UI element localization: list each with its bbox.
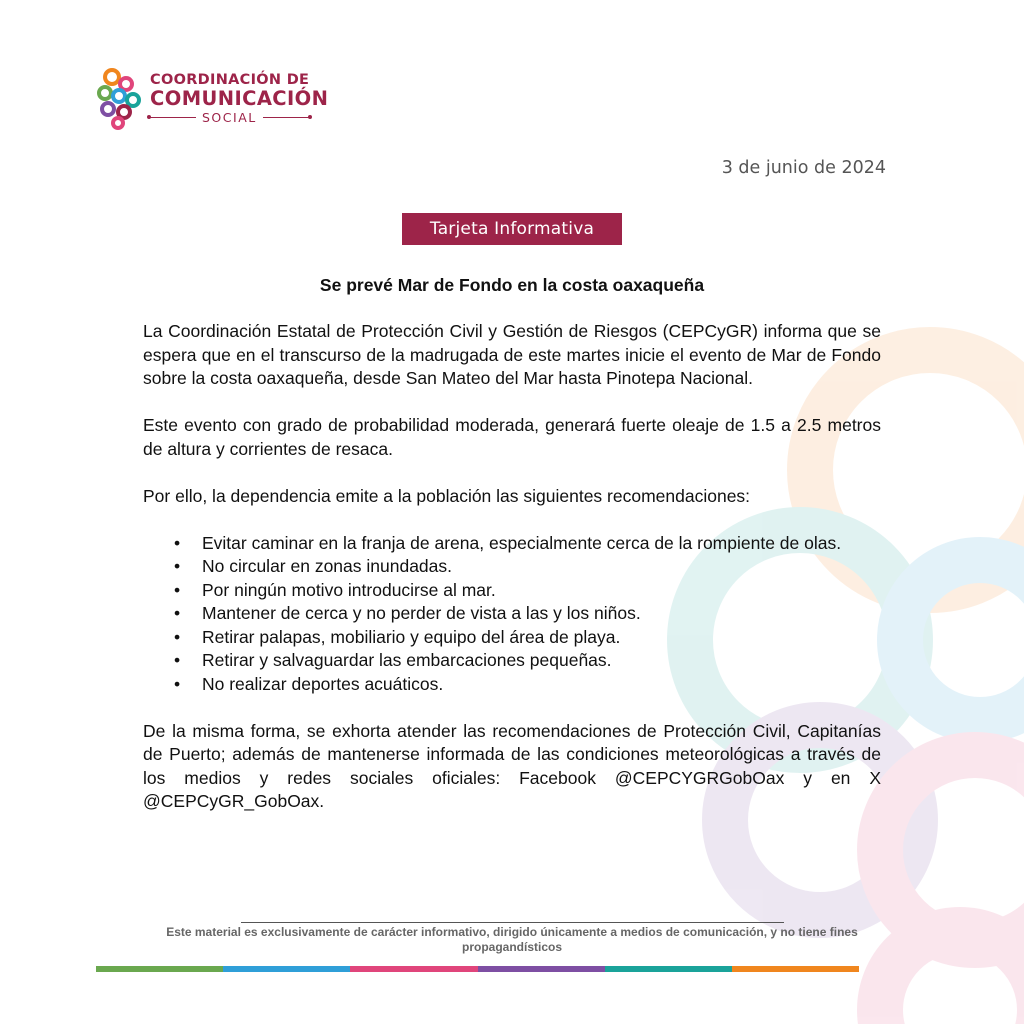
color-bar-segment bbox=[478, 966, 605, 972]
logo-rule-left bbox=[150, 117, 196, 118]
list-item: • Retirar y salvaguardar las embarcaciones pequeñas. bbox=[202, 649, 881, 673]
footer-color-bar bbox=[96, 966, 859, 972]
color-bar-segment bbox=[732, 966, 859, 972]
list-item: • Mantener de cerca y no perder de vista a las y los niños. bbox=[202, 602, 881, 626]
list-item: • Evitar caminar en la franja de arena, especialmente cerca de la rompiente de olas. bbox=[202, 532, 881, 556]
list-item: • No realizar deportes acuáticos. bbox=[202, 673, 881, 697]
paragraph-recommendations-intro: Por ello, la dependencia emite a la población las siguientes recomendaciones: bbox=[143, 485, 751, 506]
color-bar-segment bbox=[223, 966, 350, 972]
document-body bbox=[143, 320, 881, 837]
logo-rule-right bbox=[263, 117, 309, 118]
headline: Se prevé Mar de Fondo en la costa oaxaqueña bbox=[319, 275, 705, 295]
color-bar-segment bbox=[96, 966, 223, 972]
list-item: • Retirar palapas, mobiliario y equipo del área de playa. bbox=[202, 626, 881, 650]
footer-disclaimer: Este material es exclusivamente de carácter informativo, dirigido únicamente a medios de comunicación, y no tiene fines propagandísticos bbox=[166, 925, 858, 954]
paragraph-closing: De la misma forma, se exhorta atender las recomendaciones de Protección Civil, Capitanías de Puerto; además de mantenerse informada de las condiciones meteorológicas a través de los medios y redes sociales oficiales: Facebook @CEPCYGRGobOax y en X @CEPCyGR_GobOax. bbox=[143, 720, 881, 811]
logo-line-3 bbox=[150, 110, 328, 125]
logo-wordmark bbox=[150, 72, 328, 125]
list-item: • Por ningún motivo introducirse al mar. bbox=[202, 579, 881, 603]
coordination-logo bbox=[96, 66, 329, 130]
color-bar-segment bbox=[605, 966, 732, 972]
logo-line-3-text: SOCIAL bbox=[202, 110, 257, 125]
paragraph-intro: La Coordinación Estatal de Protección Civil y Gestión de Riesgos (CEPCyGR) informa que se espera que en el transcurso de la madrugada de este martes inicie el evento de Mar de Fondo sobre la costa oaxaqueña, desde San Mateo del Mar hasta Pinotepa Nacional. bbox=[143, 321, 881, 388]
footer-divider bbox=[241, 922, 784, 923]
logo-line-2: COMUNICACIÓN bbox=[150, 87, 329, 110]
logo-line-1: COORDINACIÓN DE bbox=[150, 72, 310, 88]
paragraph-event: Este evento con grado de probabilidad moderada, generará fuerte oleaje de 1.5 a 2.5 metros de altura y corrientes de resaca. bbox=[143, 415, 881, 459]
knot-logo-icon bbox=[96, 66, 142, 130]
document-type-badge: Tarjeta Informativa bbox=[402, 213, 622, 245]
document-date: 3 de junio de 2024 bbox=[721, 158, 886, 178]
color-bar-segment bbox=[350, 966, 477, 972]
recommendations-list bbox=[143, 532, 881, 697]
list-item: • No circular en zonas inundadas. bbox=[202, 555, 881, 579]
